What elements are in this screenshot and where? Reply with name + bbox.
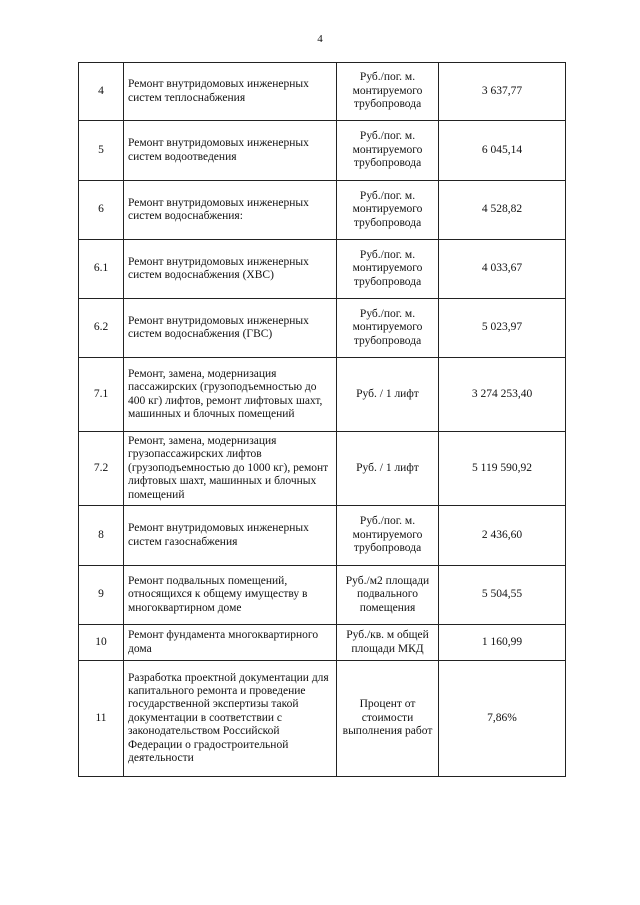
table-row bbox=[79, 661, 566, 777]
work-name: Ремонт, замена, модернизация грузопассажирских лифтов (грузоподъемностью до 1000 кг), ремонт лифтовых шахт, машинных и блочных помещений bbox=[124, 432, 337, 506]
unit-cost: 7,86% bbox=[439, 661, 566, 777]
unit-cost: 3 274 253,40 bbox=[439, 358, 566, 432]
unit-of-measure: Руб./пог. м. монтируемого трубопровода bbox=[337, 299, 439, 358]
unit-cost: 2 436,60 bbox=[439, 506, 566, 566]
row-number: 9 bbox=[79, 566, 124, 625]
unit-of-measure: Руб./пог. м. монтируемого трубопровода bbox=[337, 63, 439, 121]
work-name: Ремонт внутридомовых инженерных систем газоснабжения bbox=[124, 506, 337, 566]
row-number: 10 bbox=[79, 625, 124, 661]
row-number: 7.2 bbox=[79, 432, 124, 506]
unit-of-measure: Процент от стоимости выполнения работ bbox=[337, 661, 439, 777]
work-name: Ремонт внутридомовых инженерных систем водоотведения bbox=[124, 121, 337, 181]
row-number: 5 bbox=[79, 121, 124, 181]
unit-cost: 1 160,99 bbox=[439, 625, 566, 661]
unit-cost: 5 023,97 bbox=[439, 299, 566, 358]
row-number: 4 bbox=[79, 63, 124, 121]
work-name: Разработка проектной документации для капитального ремонта и проведение государственной экспертизы такой документации в соответствии с законодательством Российской Федерации о градостроительной деятельности bbox=[124, 661, 337, 777]
work-name: Ремонт внутридомовых инженерных систем водоснабжения (ГВС) bbox=[124, 299, 337, 358]
row-number: 8 bbox=[79, 506, 124, 566]
work-name: Ремонт, замена, модернизация пассажирских (грузоподъемностью до 400 кг) лифтов, ремонт лифтовых шахт, машинных и блочных помещений bbox=[124, 358, 337, 432]
table-row bbox=[79, 240, 566, 299]
table-row bbox=[79, 181, 566, 240]
page-number: 4 bbox=[317, 33, 323, 45]
unit-of-measure: Руб./пог. м. монтируемого трубопровода bbox=[337, 506, 439, 566]
unit-cost: 3 637,77 bbox=[439, 63, 566, 121]
table-row bbox=[79, 432, 566, 506]
unit-of-measure: Руб. / 1 лифт bbox=[337, 358, 439, 432]
table-row bbox=[79, 299, 566, 358]
unit-cost: 4 033,67 bbox=[439, 240, 566, 299]
unit-of-measure: Руб./м2 площади подвального помещения bbox=[337, 566, 439, 625]
table-row bbox=[79, 358, 566, 432]
table-row bbox=[79, 506, 566, 566]
row-number: 6.2 bbox=[79, 299, 124, 358]
cost-rates-table bbox=[78, 62, 566, 777]
unit-of-measure: Руб./пог. м. монтируемого трубопровода bbox=[337, 181, 439, 240]
unit-of-measure: Руб./пог. м. монтируемого трубопровода bbox=[337, 121, 439, 181]
work-name: Ремонт подвальных помещений, относящихся к общему имуществу в многоквартирном доме bbox=[124, 566, 337, 625]
unit-of-measure: Руб./пог. м. монтируемого трубопровода bbox=[337, 240, 439, 299]
row-number: 6 bbox=[79, 181, 124, 240]
unit-of-measure: Руб. / 1 лифт bbox=[337, 432, 439, 506]
work-name: Ремонт внутридомовых инженерных систем теплоснабжения bbox=[124, 63, 337, 121]
work-name: Ремонт фундамента многоквартирного дома bbox=[124, 625, 337, 661]
unit-cost: 5 119 590,92 bbox=[439, 432, 566, 506]
table-row bbox=[79, 63, 566, 121]
row-number: 11 bbox=[79, 661, 124, 777]
work-name: Ремонт внутридомовых инженерных систем водоснабжения: bbox=[124, 181, 337, 240]
work-name: Ремонт внутридомовых инженерных систем водоснабжения (ХВС) bbox=[124, 240, 337, 299]
table-row bbox=[79, 625, 566, 661]
unit-cost: 4 528,82 bbox=[439, 181, 566, 240]
table-row bbox=[79, 566, 566, 625]
unit-cost: 6 045,14 bbox=[439, 121, 566, 181]
unit-of-measure: Руб./кв. м общей площади МКД bbox=[337, 625, 439, 661]
row-number: 7.1 bbox=[79, 358, 124, 432]
row-number: 6.1 bbox=[79, 240, 124, 299]
table-row bbox=[79, 121, 566, 181]
unit-cost: 5 504,55 bbox=[439, 566, 566, 625]
